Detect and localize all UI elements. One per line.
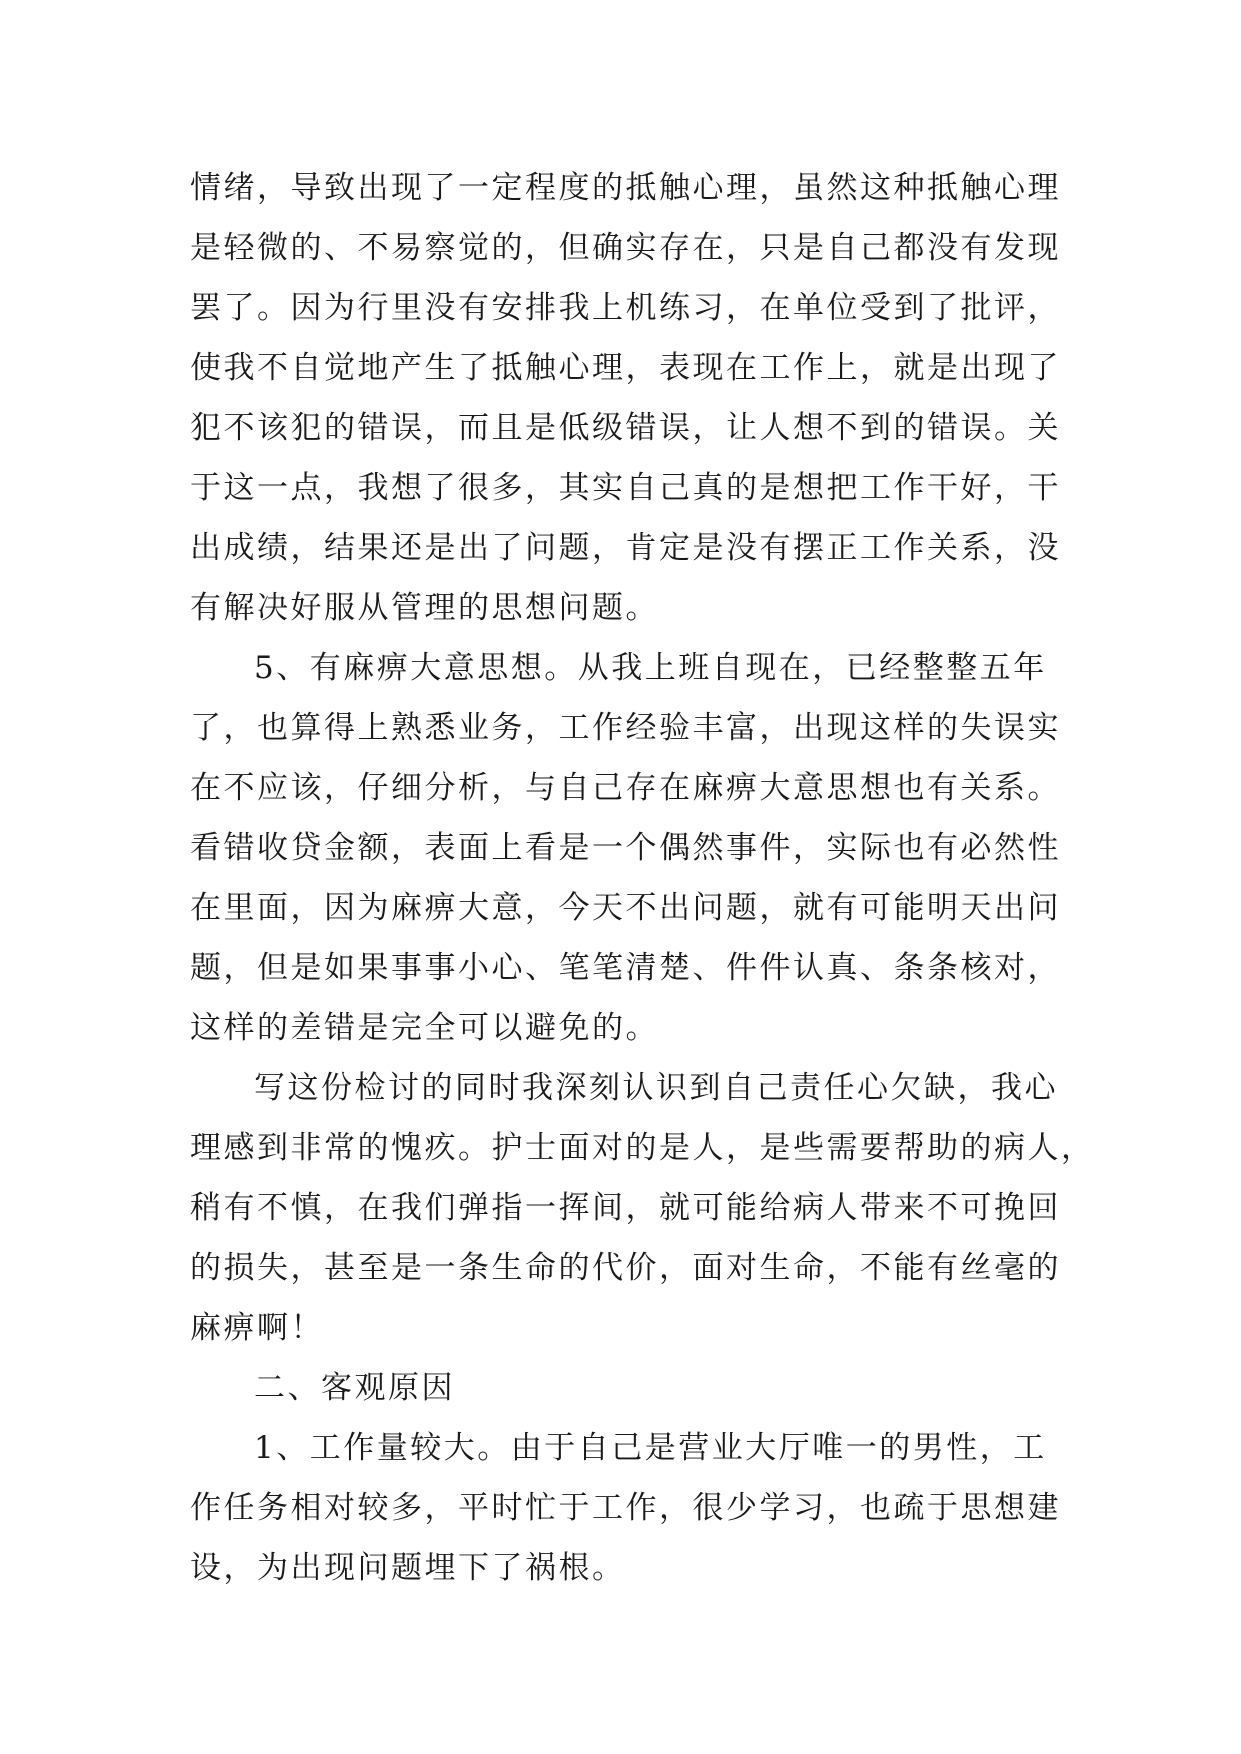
paragraph-2 [190,638,1070,1058]
text-line: 罢了。因为行里没有安排我上机练习，在单位受到了批评， [190,290,1061,326]
text-line: 麻痹啊！ [190,1310,324,1346]
text-line: 使我不自觉地产生了抵触心理，表现在工作上，就是出现了 [190,350,1061,386]
text-line: 在里面，因为麻痹大意，今天不出问题，就有可能明天出问 [190,890,1061,926]
text-line: 于这一点，我想了很多，其实自己真的是想把工作干好，干 [190,470,1061,506]
text-line: 犯不该犯的错误，而且是低级错误，让人想不到的错误。关 [190,410,1061,446]
text-line-indented: 5、有麻痹大意思想。从我上班自现在，已经整整五年 [254,650,1047,686]
text-line: 作任务相对较多，平时忙于工作，很少学习，也疏于思想建 [190,1490,1061,1526]
text-line: 的损失，甚至是一条生命的代价，面对生命，不能有丝毫的 [190,1250,1061,1286]
text-line: 设，为出现问题埋下了祸根。 [190,1550,626,1586]
text-line: 看错收贷金额，表面上看是一个偶然事件，实际也有必然性 [190,830,1061,866]
text-line: 稍有不慎，在我们弹指一挥间，就可能给病人带来不可挽回 [190,1190,1061,1226]
paragraph-5 [190,1418,1070,1598]
text-line-indented: 写这份检讨的同时我深刻认识到自己责任心欠缺，我心 [254,1070,1058,1106]
text-line: 情绪，导致出现了一定程度的抵触心理，虽然这种抵触心理 [190,170,1061,206]
paragraph-3 [190,1058,1095,1358]
text-line: 理感到非常的愧疚。护士面对的是人，是些需要帮助的病人， [190,1130,1095,1166]
text-line: 了，也算得上熟悉业务，工作经验丰富，出现这样的失误实 [190,710,1061,746]
text-line: 在不应该，仔细分析，与自己存在麻痹大意思想也有关系。 [190,770,1061,806]
text-line: 这样的差错是完全可以避免的。 [190,1010,659,1046]
paragraph-1 [190,158,1070,638]
text-line: 是轻微的、不易察觉的，但确实存在，只是自己都没有发现 [190,230,1061,266]
document-body [190,158,1095,1598]
text-line: 题，但是如果事事小心、笔笔清楚、件件认真、条条核对， [190,950,1061,986]
section-heading [190,1358,1070,1418]
text-line: 有解决好服从管理的思想问题。 [190,590,659,626]
section-heading-text: 二、客观原因 [254,1370,455,1406]
text-line: 出成绩，结果还是出了问题，肯定是没有摆正工作关系，没 [190,530,1061,566]
text-line-indented: 1、工作量较大。由于自己是营业大厅唯一的男性，工 [254,1430,1047,1466]
